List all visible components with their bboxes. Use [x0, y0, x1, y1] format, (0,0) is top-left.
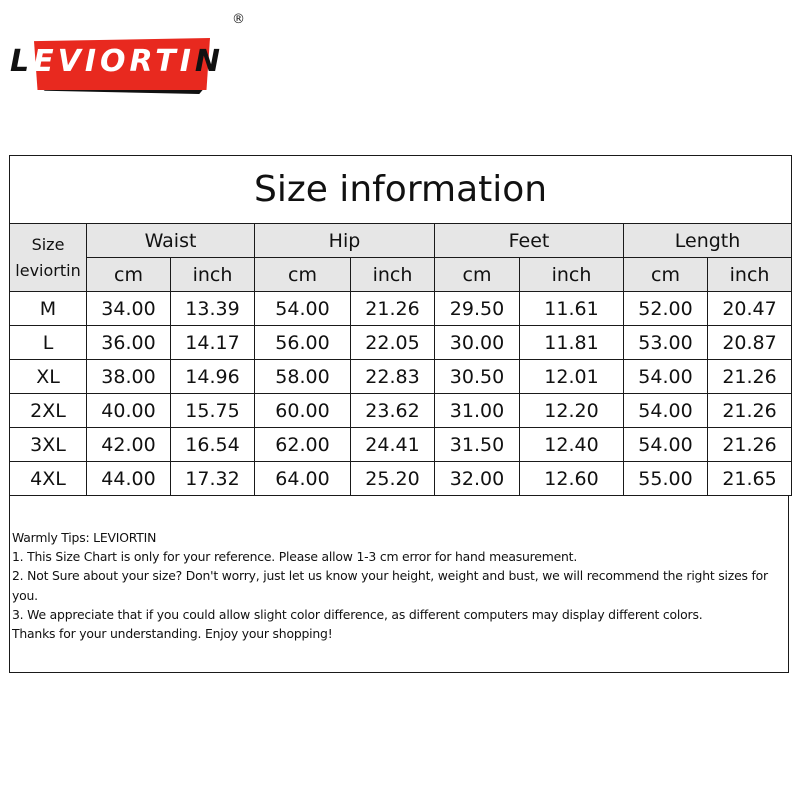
value-cell: 32.00 — [435, 462, 520, 496]
size-cell: XL — [10, 360, 87, 394]
value-cell: 38.00 — [87, 360, 171, 394]
unit-header: cm — [624, 258, 708, 292]
size-header-line-2: leviortin — [15, 260, 81, 280]
value-cell: 11.61 — [520, 292, 624, 326]
size-column-header — [10, 224, 87, 292]
size-tips-notes — [9, 495, 789, 673]
value-cell: 12.01 — [520, 360, 624, 394]
size-chart-table — [9, 155, 792, 496]
value-cell: 31.50 — [435, 428, 520, 462]
value-cell: 14.17 — [171, 326, 255, 360]
value-cell: 53.00 — [624, 326, 708, 360]
table-row — [10, 428, 792, 462]
size-cell: M — [10, 292, 87, 326]
notes-line: Thanks for your understanding. Enjoy your shopping! — [12, 626, 333, 642]
group-header-hip: Hip — [255, 224, 435, 258]
value-cell: 21.65 — [708, 462, 792, 496]
unit-header: cm — [87, 258, 171, 292]
value-cell: 21.26 — [351, 292, 435, 326]
value-cell: 30.50 — [435, 360, 520, 394]
value-cell: 22.83 — [351, 360, 435, 394]
value-cell: 14.96 — [171, 360, 255, 394]
logo-letter-n: N — [194, 44, 224, 79]
group-header-waist: Waist — [87, 224, 255, 258]
value-cell: 15.75 — [171, 394, 255, 428]
value-cell: 17.32 — [171, 462, 255, 496]
brand-logo — [8, 12, 258, 92]
value-cell: 25.20 — [351, 462, 435, 496]
table-row — [10, 462, 792, 496]
value-cell: 42.00 — [87, 428, 171, 462]
value-cell: 16.54 — [171, 428, 255, 462]
value-cell: 20.47 — [708, 292, 792, 326]
size-cell: 4XL — [10, 462, 87, 496]
notes-line: 3. We appreciate that if you could allow slight color difference, as different computers may display different colors. — [12, 606, 703, 622]
value-cell: 30.00 — [435, 326, 520, 360]
value-cell: 55.00 — [624, 462, 708, 496]
value-cell: 31.00 — [435, 394, 520, 428]
value-cell: 40.00 — [87, 394, 171, 428]
group-header-feet: Feet — [435, 224, 624, 258]
table-row — [10, 360, 792, 394]
value-cell: 56.00 — [255, 326, 351, 360]
value-cell: 64.00 — [255, 462, 351, 496]
value-cell: 60.00 — [255, 394, 351, 428]
value-cell: 62.00 — [255, 428, 351, 462]
unit-header: inch — [171, 258, 255, 292]
table-row — [10, 292, 792, 326]
value-cell: 29.50 — [435, 292, 520, 326]
value-cell: 24.41 — [351, 428, 435, 462]
size-cell: 2XL — [10, 394, 87, 428]
table-title: Size information — [10, 156, 792, 224]
value-cell: 21.26 — [708, 394, 792, 428]
value-cell: 54.00 — [255, 292, 351, 326]
table-row — [10, 394, 792, 428]
unit-header: inch — [520, 258, 624, 292]
notes-line: 2. Not Sure about your size? Don't worry, just let us know your height, weight and bust, we will recommend the right sizes for you. — [12, 568, 768, 603]
unit-header: cm — [435, 258, 520, 292]
unit-header: cm — [255, 258, 351, 292]
value-cell: 44.00 — [87, 462, 171, 496]
unit-header-row — [10, 258, 792, 292]
logo-letter-l: L — [10, 44, 34, 79]
logo-letters-middle: EVIORTI — [33, 44, 195, 79]
value-cell: 22.05 — [351, 326, 435, 360]
value-cell: 21.26 — [708, 428, 792, 462]
value-cell: 34.00 — [87, 292, 171, 326]
notes-line: 1. This Size Chart is only for your reference. Please allow 1-3 cm error for hand measurement. — [12, 549, 578, 565]
value-cell: 11.81 — [520, 326, 624, 360]
value-cell: 12.40 — [520, 428, 624, 462]
value-cell: 54.00 — [624, 360, 708, 394]
value-cell: 54.00 — [624, 394, 708, 428]
value-cell: 58.00 — [255, 360, 351, 394]
value-cell: 13.39 — [171, 292, 255, 326]
registered-trademark-icon: ® — [232, 12, 245, 27]
logo-wordmark — [10, 42, 224, 82]
value-cell: 54.00 — [624, 428, 708, 462]
value-cell: 12.60 — [520, 462, 624, 496]
unit-header: inch — [351, 258, 435, 292]
size-cell: 3XL — [10, 428, 87, 462]
value-cell: 52.00 — [624, 292, 708, 326]
size-header-line-1: Size — [31, 234, 65, 254]
value-cell: 36.00 — [87, 326, 171, 360]
value-cell: 23.62 — [351, 394, 435, 428]
notes-heading: Warmly Tips: LEVIORTIN — [12, 530, 157, 545]
group-header-length: Length — [624, 224, 792, 258]
value-cell: 12.20 — [520, 394, 624, 428]
group-header-row — [10, 224, 792, 258]
value-cell: 20.87 — [708, 326, 792, 360]
size-cell: L — [10, 326, 87, 360]
value-cell: 21.26 — [708, 360, 792, 394]
unit-header: inch — [708, 258, 792, 292]
table-row — [10, 326, 792, 360]
